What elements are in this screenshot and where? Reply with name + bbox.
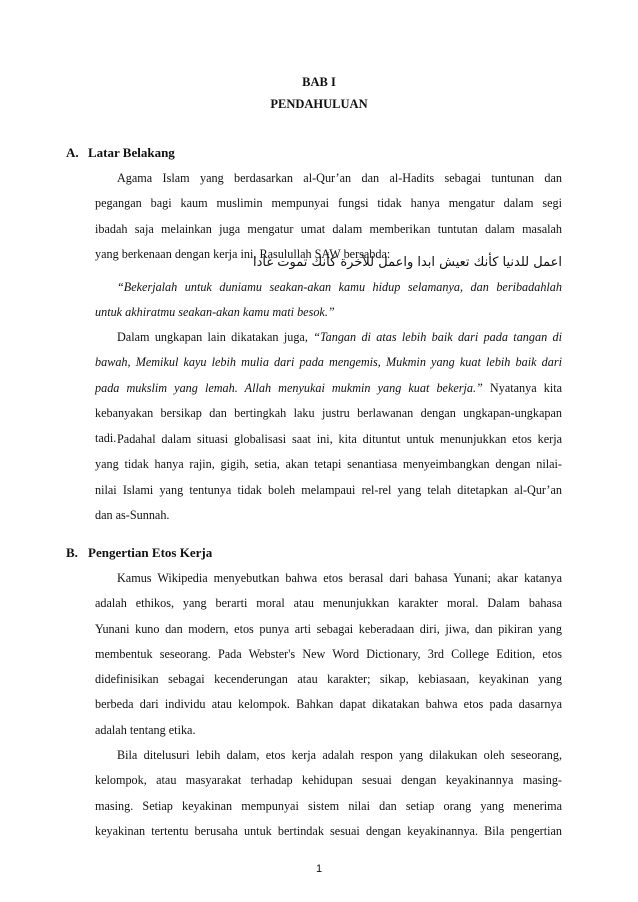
paragraph-line: bawah, Memikul kayu lebih mulia dari pada mengemis, Mukmin yang kuat lebih baik dari	[95, 355, 562, 370]
paragraph-line: masing. Setiap keyakinan mempunyai sistem nilai dan setiap orang yang menerima	[95, 798, 562, 813]
paragraph-line: didefinisikan sebagai kecenderungan atau karakter; sikap, kebiasaan, keyakinan yang	[95, 672, 562, 687]
paragraph-line: Agama Islam yang berdasarkan al-Qur’an dan al-Hadits sebagai tuntunan dan	[117, 171, 562, 185]
paragraph-line: “Bekerjalah untuk duniamu seakan-akan kamu hidup selamanya, dan beribadahlah	[117, 280, 562, 294]
paragraph-text: Nyatanya kita	[482, 380, 562, 395]
chapter-number: BAB I	[302, 75, 336, 89]
paragraph-line: tadi.	[95, 431, 117, 446]
section-b-title: Pengertian Etos Kerja	[88, 545, 213, 560]
section-b-paragraph-1	[95, 566, 562, 743]
hadith-translation	[95, 275, 562, 326]
paragraph-line: untuk akhiratmu seakan-akan kamu mati besok.”	[95, 305, 335, 320]
section-b-heading	[66, 545, 212, 561]
paragraph-line: dan as-Sunnah.	[95, 507, 170, 522]
paragraph-line: Padahal dalam situasi globalisasi saat ini, kita dituntut untuk menunjukkan etos kerja	[117, 432, 562, 446]
paragraph-line: keyakinan tertentu berusaha untuk bertindak sesuai dengan keyakinannya. Bila pengertian	[95, 823, 562, 838]
chapter-title: PENDAHULUAN	[270, 97, 368, 111]
paragraph-line: berbeda dari individu atau kelompok. Bahkan dapat dikatakan bahwa etos pada dasarnya	[95, 697, 562, 712]
paragraph-line	[95, 325, 562, 350]
paragraph-line: adalah ethikos, yang berarti moral atau menunjukkan karakter moral. Dalam bahasa	[95, 596, 562, 611]
paragraph-text: Dalam ungkapan lain dikatakan juga,	[117, 330, 314, 344]
paragraph-line: Yunani kuno dan modern, etos punya arti sebagai keberadaan diri, jiwa, dan pikiran yang	[95, 621, 562, 636]
paragraph-line: kebanyakan bersikap dan bertingkah laku justru berlawanan dengan ungkapan-ungkapan	[95, 405, 562, 420]
section-a-heading	[66, 145, 175, 161]
paragraph-line: adalah tentang etika.	[95, 722, 196, 737]
quote-text: pada mukslim yang lemah. Allah menyukai mukmin yang kuat bekerja.”	[95, 380, 483, 395]
paragraph-line: kelompok, atau masyarakat terhadap kehidupan sesuai dengan keyakinannya masing-	[95, 773, 562, 788]
quote-text: “Tangan di atas lebih baik dari pada tangan di	[313, 330, 562, 344]
paragraph-line: membentuk seseorang. Pada Webster's New Word Dictionary, 3rd College Edition, etos	[95, 646, 562, 661]
section-a-title: Latar Belakang	[88, 145, 175, 160]
paragraph-line: pegangan bagi kaum muslimin mempunyai fungsi tidak hanya mengatur dalam segi	[95, 196, 562, 211]
page-number: 1	[315, 863, 323, 875]
arabic-hadith: اعمل للدنيا كأنك تعيش ابدا واعمل للأخرة كأنك تموت غادا	[252, 255, 562, 270]
paragraph-line: Bila ditelusuri lebih dalam, etos kerja adalah respon yang dilakukan oleh seseorang,	[117, 748, 562, 762]
paragraph-line: ibadah saja melainkan juga mengatur umat dalam memberikan tuntutan dalam masalah	[95, 221, 562, 236]
paragraph-line	[95, 376, 562, 401]
paragraph-line: Kamus Wikipedia menyebutkan bahwa etos berasal dari bahasa Yunani; akar katanya	[117, 571, 562, 585]
section-a-letter: A.	[66, 145, 79, 160]
section-b-paragraph-2	[95, 743, 562, 844]
paragraph-line: nilai Islami yang tentunya tidak boleh melampaui rel-rel yang telah ditetapkan al-Qur’an	[95, 482, 562, 497]
section-b-letter: B.	[66, 545, 78, 560]
paragraph-line: yang tidak hanya rajin, gigih, setia, akan tetapi senantiasa menyeimbangkan dengan nilai-	[95, 457, 562, 472]
section-a-paragraph-3	[95, 427, 562, 528]
paragraph-line: yang berkenaan dengan kerja ini, Rasulullah SAW bersabda:	[95, 246, 391, 261]
